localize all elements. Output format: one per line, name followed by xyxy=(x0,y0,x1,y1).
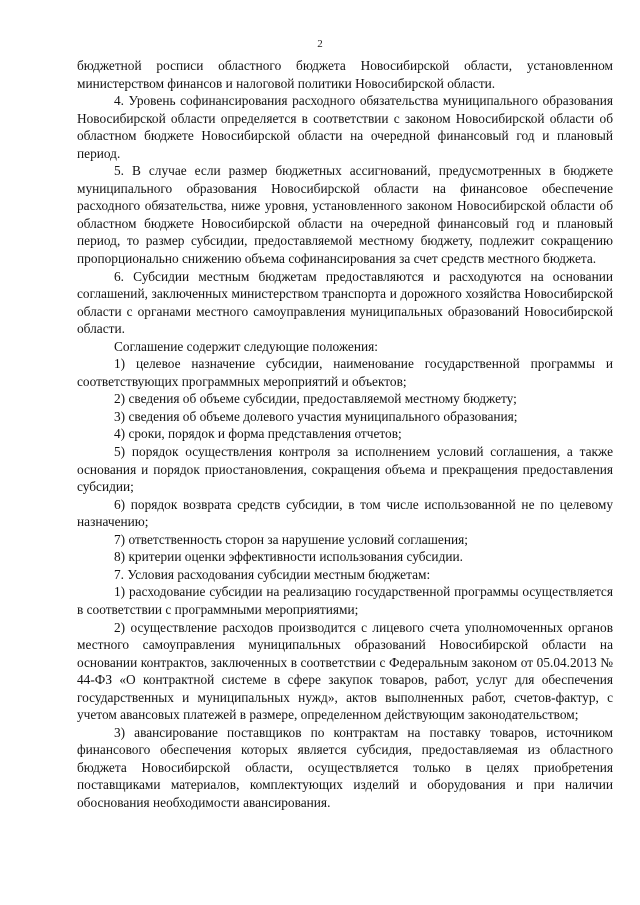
document-body xyxy=(77,57,613,812)
paragraph: Соглашение содержит следующие положения: xyxy=(114,338,378,354)
paragraph: бюджетной росписи областного бюджета Новосибирской области, установленном министерством финансов и налоговой политики Новосибирской области. xyxy=(77,58,613,91)
paragraph: 3) сведения об объеме долевого участия муниципального образования; xyxy=(114,408,518,424)
paragraph: 2) сведения об объеме субсидии, предоставляемой местному бюджету; xyxy=(114,391,517,407)
paragraph: 5. В случае если размер бюджетных ассигнований, предусмотренных в бюджете муниципального образования Новосибирской области на финансовое обеспечение расходного обязательства, ниже уровня, установленного законом Новосибирской области об областном бюджете Новосибирской области на очередной финансовый год и плановый период, то размер субсидии, предоставляемой местному бюджету, подлежит сокращению пропорционально снижению объема софинансирования за счет средств местного бюджета. xyxy=(77,163,613,267)
paragraph: 7) ответственность сторон за нарушение условий соглашения; xyxy=(114,531,468,547)
paragraph: 4) сроки, порядок и форма представления отчетов; xyxy=(114,426,402,442)
paragraph: 1) целевое назначение субсидии, наименование государственной программы и соответствующих программных мероприятий и объектов; xyxy=(77,356,613,389)
paragraph: 6) порядок возврата средств субсидии, в том числе использованной не по целевому назначению; xyxy=(77,496,613,530)
paragraph: 8) критерии оценки эффективности использования субсидии. xyxy=(114,549,463,565)
paragraph: 5) порядок осуществления контроля за исполнением условий соглашения, а также основания и порядок приостановления, сокращения объема и прекращения предоставления субсидии; xyxy=(77,444,613,495)
paragraph: 2) осуществление расходов производится с лицевого счета уполномоченных органов местного самоуправления муниципальных образований Новосибирской области на основании контрактов, заключенных в соответствии с Федеральным законом от 05.04.2013 № 44-ФЗ «О контрактной системе в сфере закупок товаров, работ, услуг для обеспечения государственных и муниципальных нужд», актов выполненных работ, счетов-фактур, с учетом авансовых платежей в размере, определенном действующим законодательством; xyxy=(77,619,613,723)
page-number: 2 xyxy=(317,38,323,50)
paragraph: 4. Уровень софинансирования расходного обязательства муниципального образования Новосибирской области определяется в соответствии с законом Новосибирской области об областном бюджете Новосибирской области на очередной финансовый год и плановый период. xyxy=(77,93,613,161)
paragraph: 6. Субсидии местным бюджетам предоставляются и расходуются на основании соглашений, заключенных министерством транспорта и дорожного хозяйства Новосибирской области с органами местного самоуправления муниципальных образований Новосибирской области. xyxy=(77,268,613,337)
paragraph: 1) расходование субсидии на реализацию государственной программы осуществляется в соответствии с программными мероприятиями; xyxy=(77,584,613,617)
paragraph: 3) авансирование поставщиков по контрактам на поставку товаров, источником финансового обеспечения которых является субсидия, предоставляемая из областного бюджета Новосибирской области, осуществляется только в целях приобретения поставщиками материалов, комплектующих изделий и оборудования и при наличии обоснования необходимости авансирования. xyxy=(77,724,613,810)
paragraph: 7. Условия расходования субсидии местным бюджетам: xyxy=(114,566,431,582)
